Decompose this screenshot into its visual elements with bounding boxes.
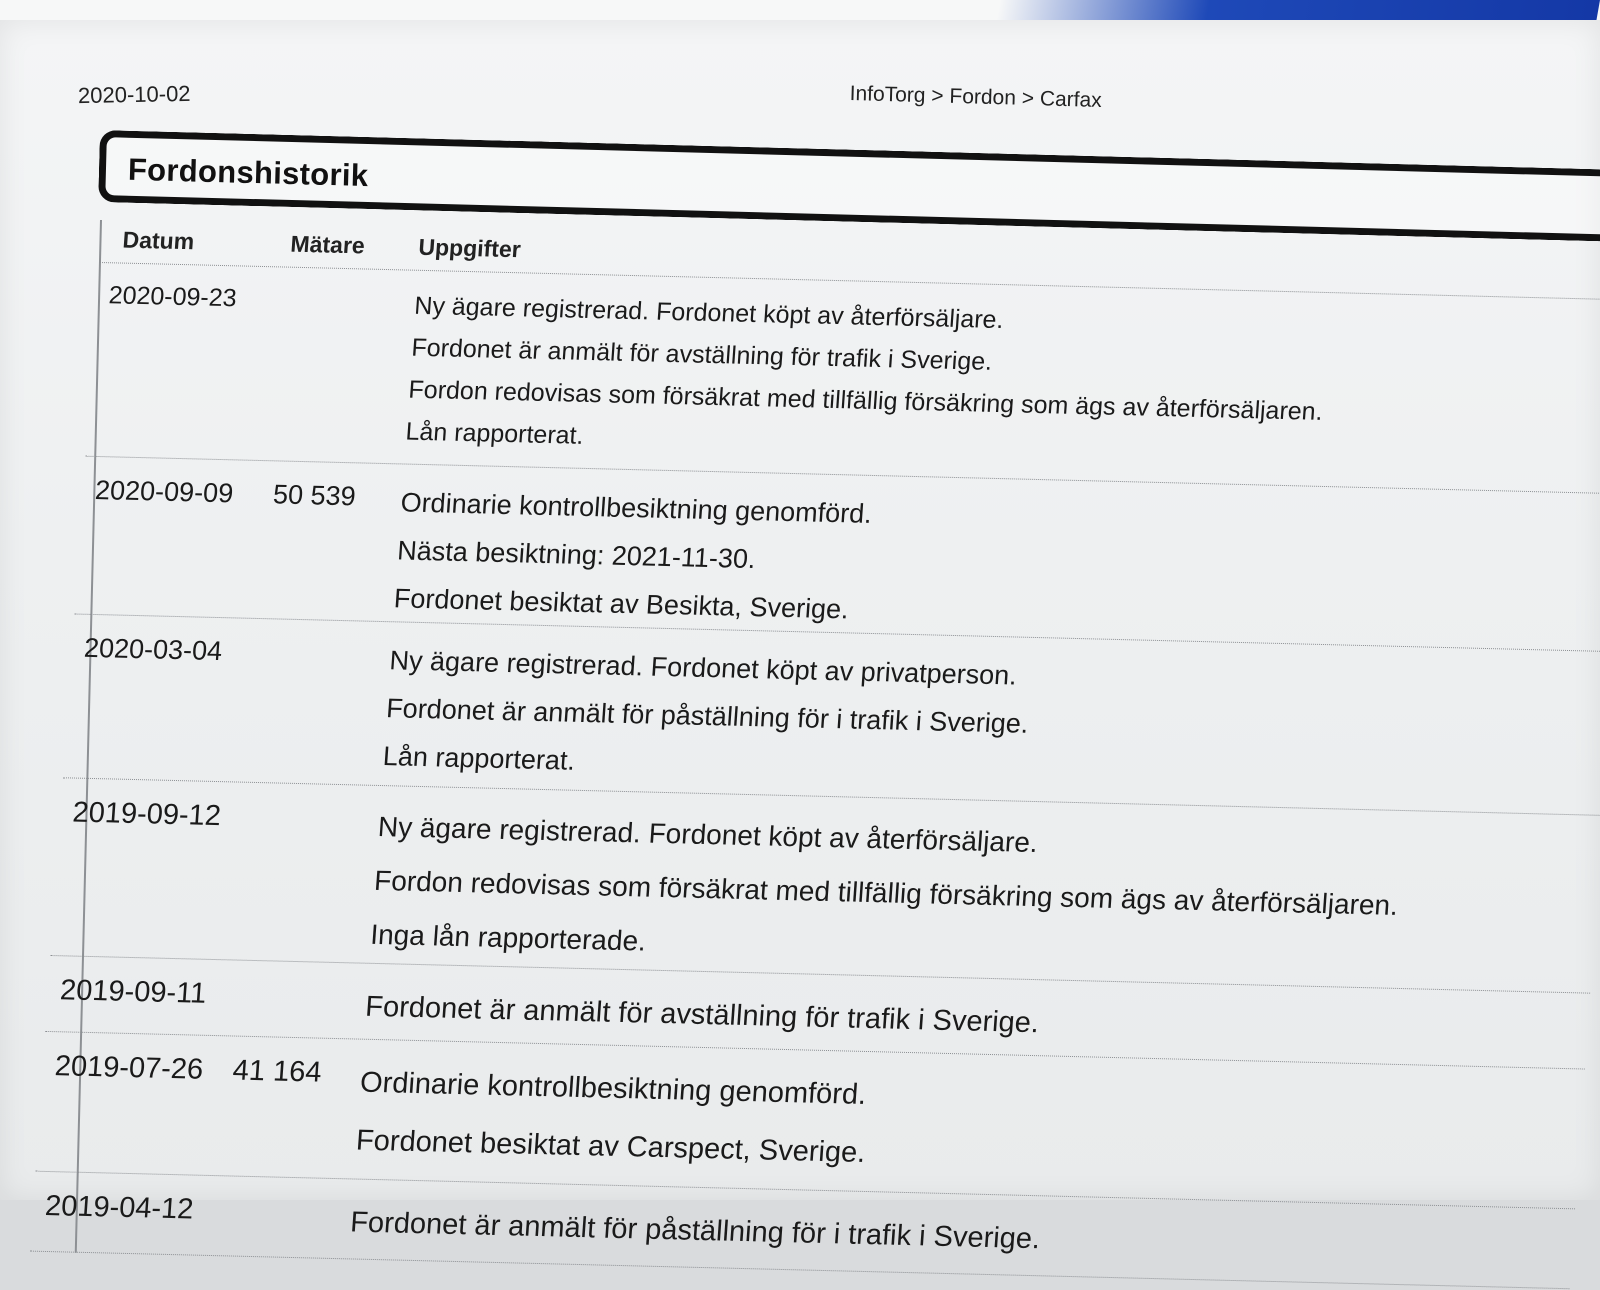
section-title: Fordonshistorik [127,151,369,194]
detail-line: Fordon redovisas som försäkrat med tillfällig försäkring som ägs av återförsäljaren. [407,375,1324,426]
detail-line: Inga lån rapporterade. [369,918,648,957]
column-header-details: Uppgifter [417,233,522,263]
detail-line: Lån rapporterat. [381,741,577,776]
row-details [348,1193,1042,1268]
detail-line: Fordonet är anmält för avställning för trafik i Sverige. [364,990,1041,1040]
detail-line: Fordonet är anmält för påställning för i trafik i Sverige. [349,1206,1042,1256]
row-details [363,978,1041,1052]
row-date: 2019-04-12 [43,1189,195,1226]
row-details [392,478,873,633]
detail-line: Nästa besiktning: 2021-11-30. [396,535,757,575]
print-date: 2020-10-02 [77,80,191,109]
detail-line: Ny ägare registrerad. Fordonet köpt av återförsäljare. [413,291,1005,335]
row-meter: 50 539 [272,479,357,512]
detail-line: Fordonet besiktat av Besikta, Sverige. [392,583,850,625]
row-details [354,1054,871,1182]
detail-line: Lån rapporterat. [404,417,585,450]
printed-page [0,20,1600,1256]
detail-line: Fordonet besiktat av Carspect, Sverige. [354,1124,867,1169]
detail-line: Fordonet är anmält för avställning för trafik i Sverige. [410,333,994,376]
history-table [43,220,1600,1290]
column-header-date: Datum [121,226,196,255]
table-row [85,263,1600,494]
row-date: 2019-09-11 [59,974,208,1010]
detail-line: Ordinarie kontrollbesiktning genomförd. [359,1066,868,1111]
row-date: 2020-09-23 [107,281,238,313]
row-details [404,285,1330,475]
column-header-meter: Mätare [289,230,366,259]
row-details [381,636,1033,795]
row-date: 2020-03-04 [83,632,224,667]
detail-line: Ordinarie kontrollbesiktning genomförd. [399,487,873,529]
row-date: 2019-09-12 [71,796,223,833]
row-meter: 41 164 [231,1054,323,1089]
row-date: 2020-09-09 [94,474,235,509]
history-table-body [30,220,1600,1289]
detail-line: Fordon redovisas som försäkrat med tillfällig försäkring som ägs av återförsäljaren. [373,864,1400,921]
detail-line: Ny ägare registrerad. Fordonet köpt av privatperson. [388,645,1018,691]
row-date: 2019-07-26 [53,1050,205,1086]
breadcrumb: InfoTorg > Fordon > Carfax [849,82,1103,113]
row-details [369,800,1404,987]
detail-line: Ny ägare registrerad. Fordonet köpt av återförsäljare. [376,810,1039,859]
detail-line: Fordonet är anmält för påställning för i trafik i Sverige. [385,693,1030,739]
